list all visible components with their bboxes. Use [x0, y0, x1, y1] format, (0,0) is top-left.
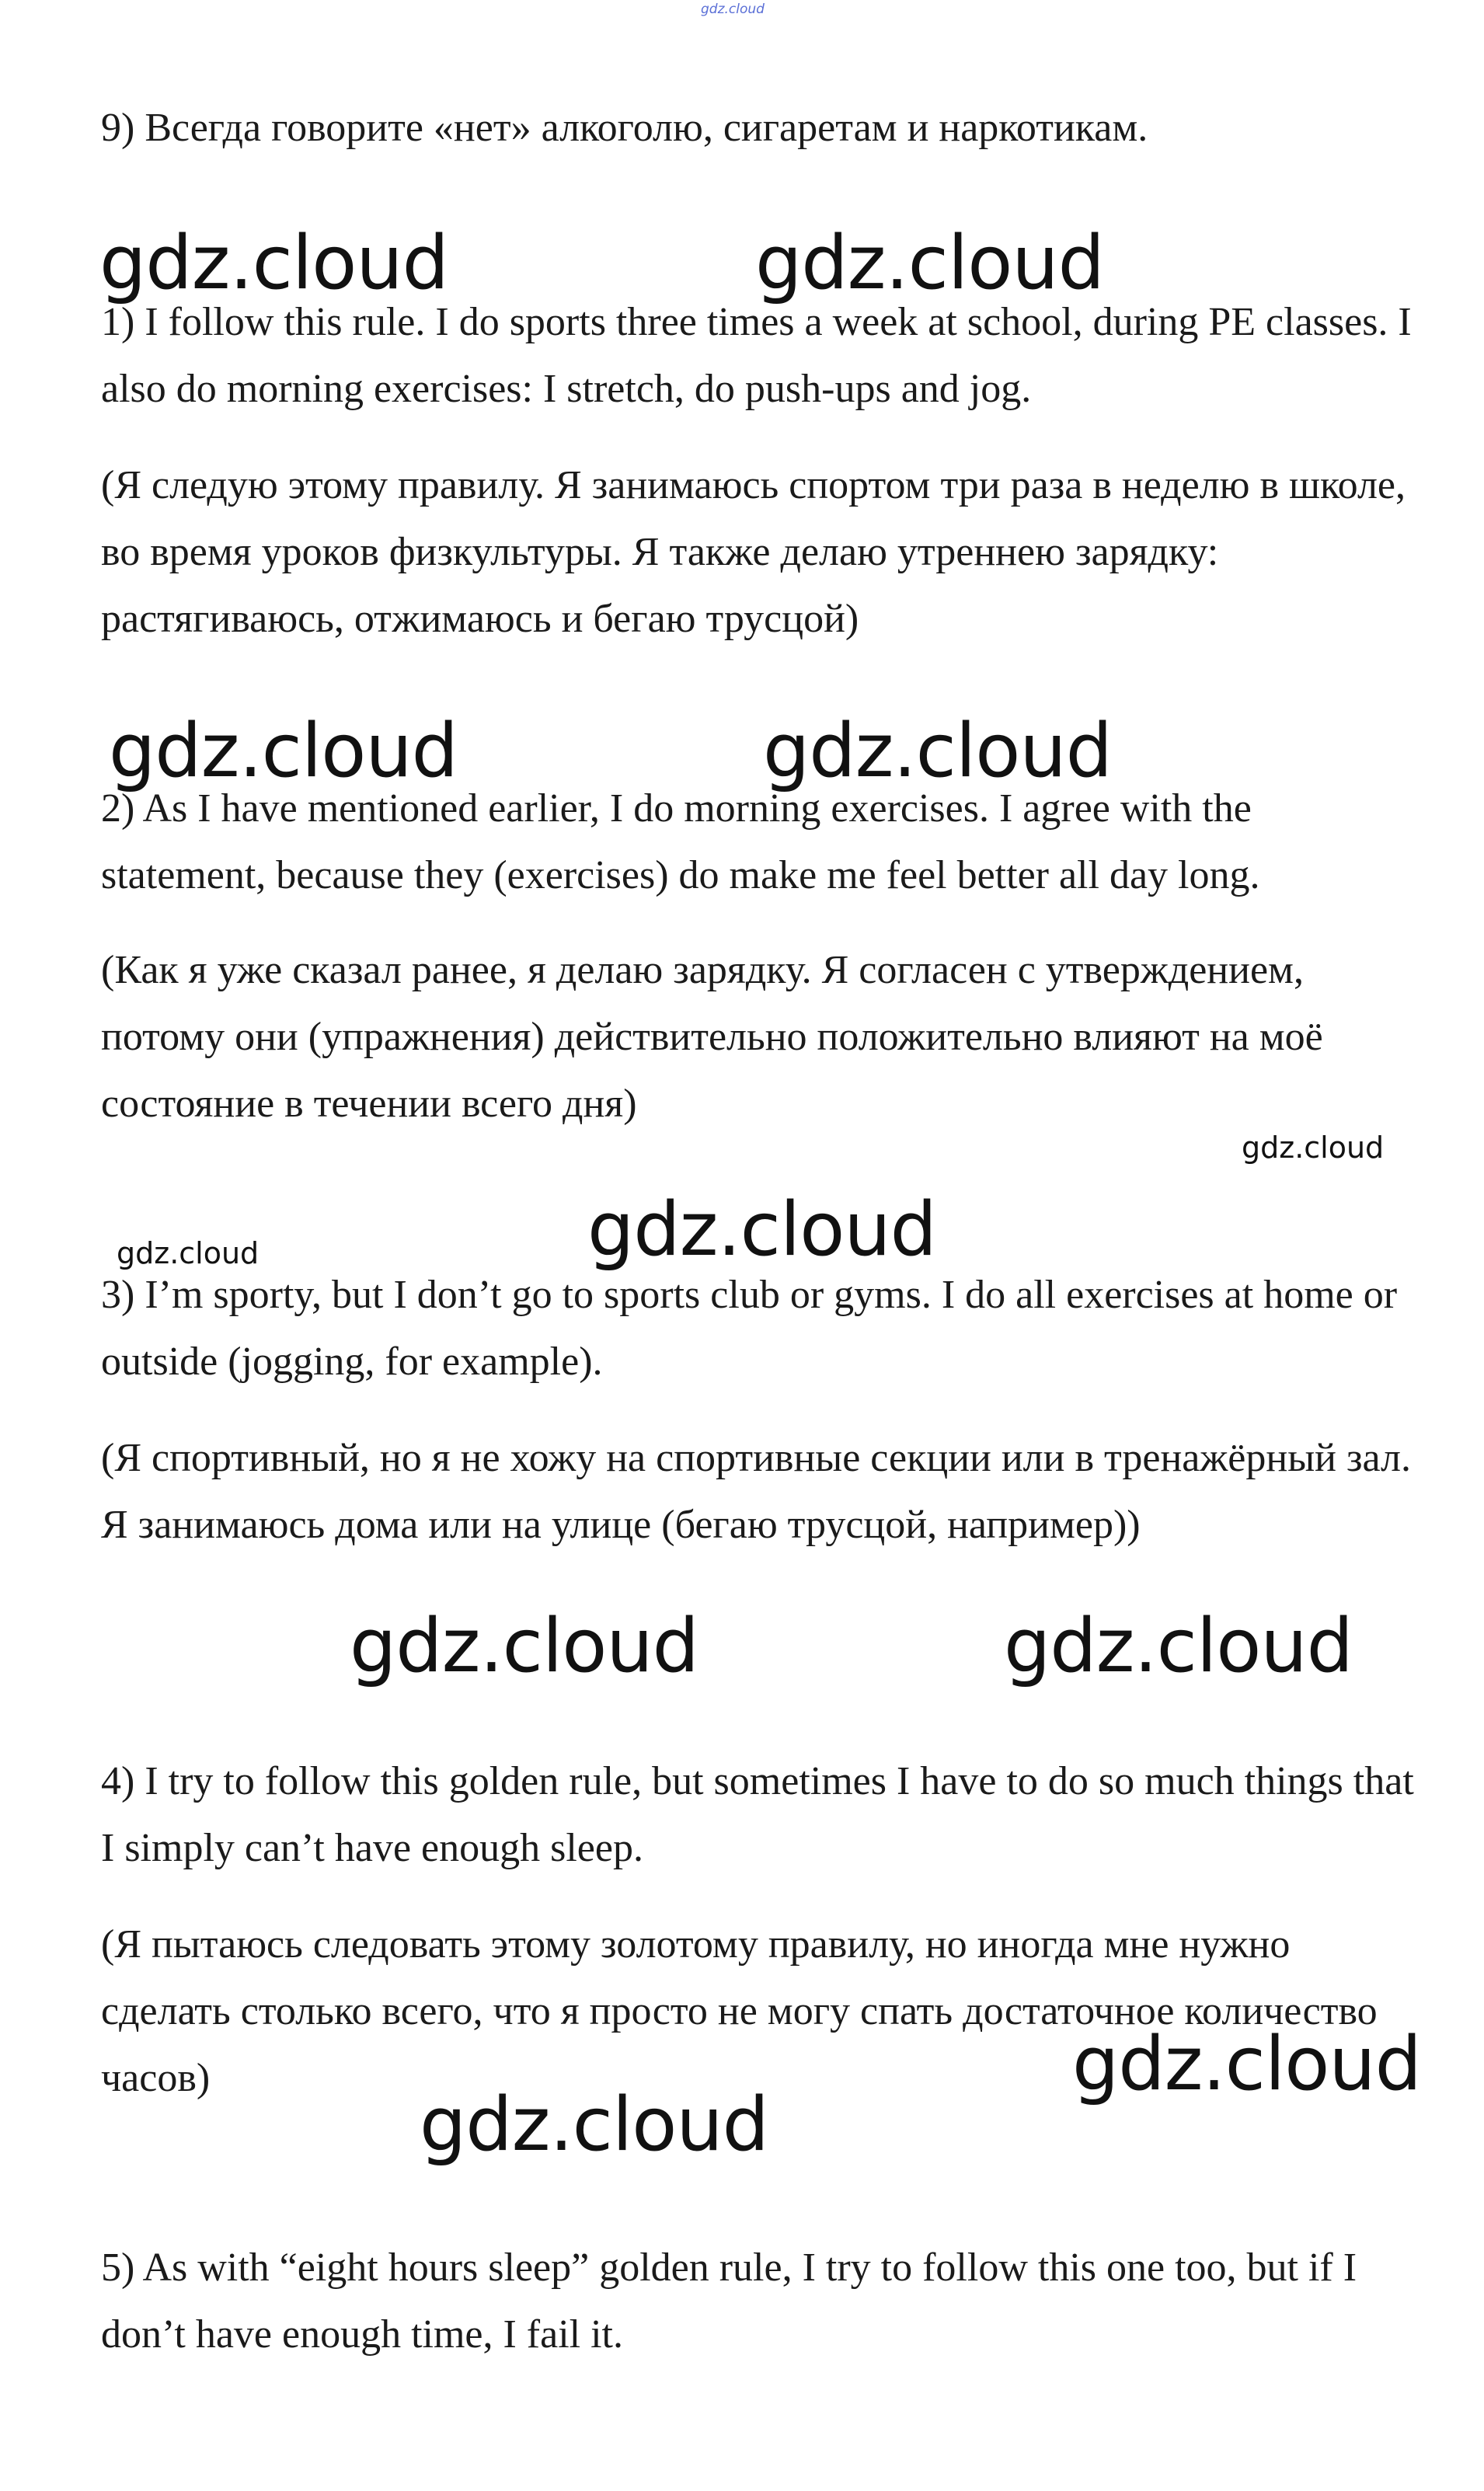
- watermark-small: gdz.cloud: [117, 1236, 260, 1270]
- answer-3-english: 3) I’m sporty, but I don’t go to sports club or gyms. I do all exercises at home or outside (jogging, for example).: [101, 1273, 1398, 1384]
- watermark: gdz.cloud: [420, 2082, 768, 2168]
- watermark: gdz.cloud: [1004, 1604, 1353, 1689]
- watermark: gdz.cloud: [350, 1604, 698, 1689]
- top-watermark: gdz.cloud: [701, 2, 765, 17]
- answer-1-russian: (Я следую этому правилу. Я занимаюсь спортом три раза в неделю в школе, во время уроков физкультуры. Я также делаю утреннею зарядку: растягиваюсь, отжимаюсь и бегаю трусцой): [101, 463, 1406, 641]
- answer-1-english: 1) I follow this rule. I do sports three times a week at school, during PE classes. I also do morning exercises: I stretch, do push-ups and jog.: [101, 300, 1412, 411]
- watermark: gdz.cloud: [763, 709, 1112, 794]
- answer-5-english: 5) As with “eight hours sleep” golden rule, I try to follow this one too, but if I don’t have enough time, I fail it.: [101, 2245, 1357, 2357]
- answer-3-russian: (Я спортивный, но я не хожу на спортивные секции или в тренажёрный зал. Я занимаюсь дома или на улице (бегаю трусцой, например)): [101, 1436, 1411, 1547]
- rule-9-text: 9) Всегда говорите «нет» алкоголю, сигаретам и наркотикам.: [101, 106, 1148, 150]
- answer-2-russian: (Как я уже сказал ранее, я делаю зарядку. Я согласен с утверждением, потому они (упражнения) действительно положительно влияют на моё состояние в течении всего дня): [101, 948, 1323, 1126]
- watermark: gdz.cloud: [99, 221, 448, 306]
- answer-4-russian: (Я пытаюсь следовать этому золотому правилу, но иногда мне нужно сделать столько всего, что я просто не могу спать достаточное количество часов): [101, 1922, 1378, 2100]
- watermark: gdz.cloud: [109, 709, 458, 794]
- watermark-small: gdz.cloud: [1242, 1131, 1385, 1165]
- answer-2-english: 2) As I have mentioned earlier, I do morning exercises. I agree with the statement, because they (exercises) do make me feel better all day long.: [101, 786, 1260, 897]
- watermark: gdz.cloud: [1072, 2022, 1421, 2107]
- watermark: gdz.cloud: [587, 1187, 936, 1273]
- answer-4-english: 4) I try to follow this golden rule, but sometimes I have to do so much things that I simply can’t have enough sleep.: [101, 1759, 1414, 1870]
- watermark: gdz.cloud: [755, 221, 1104, 306]
